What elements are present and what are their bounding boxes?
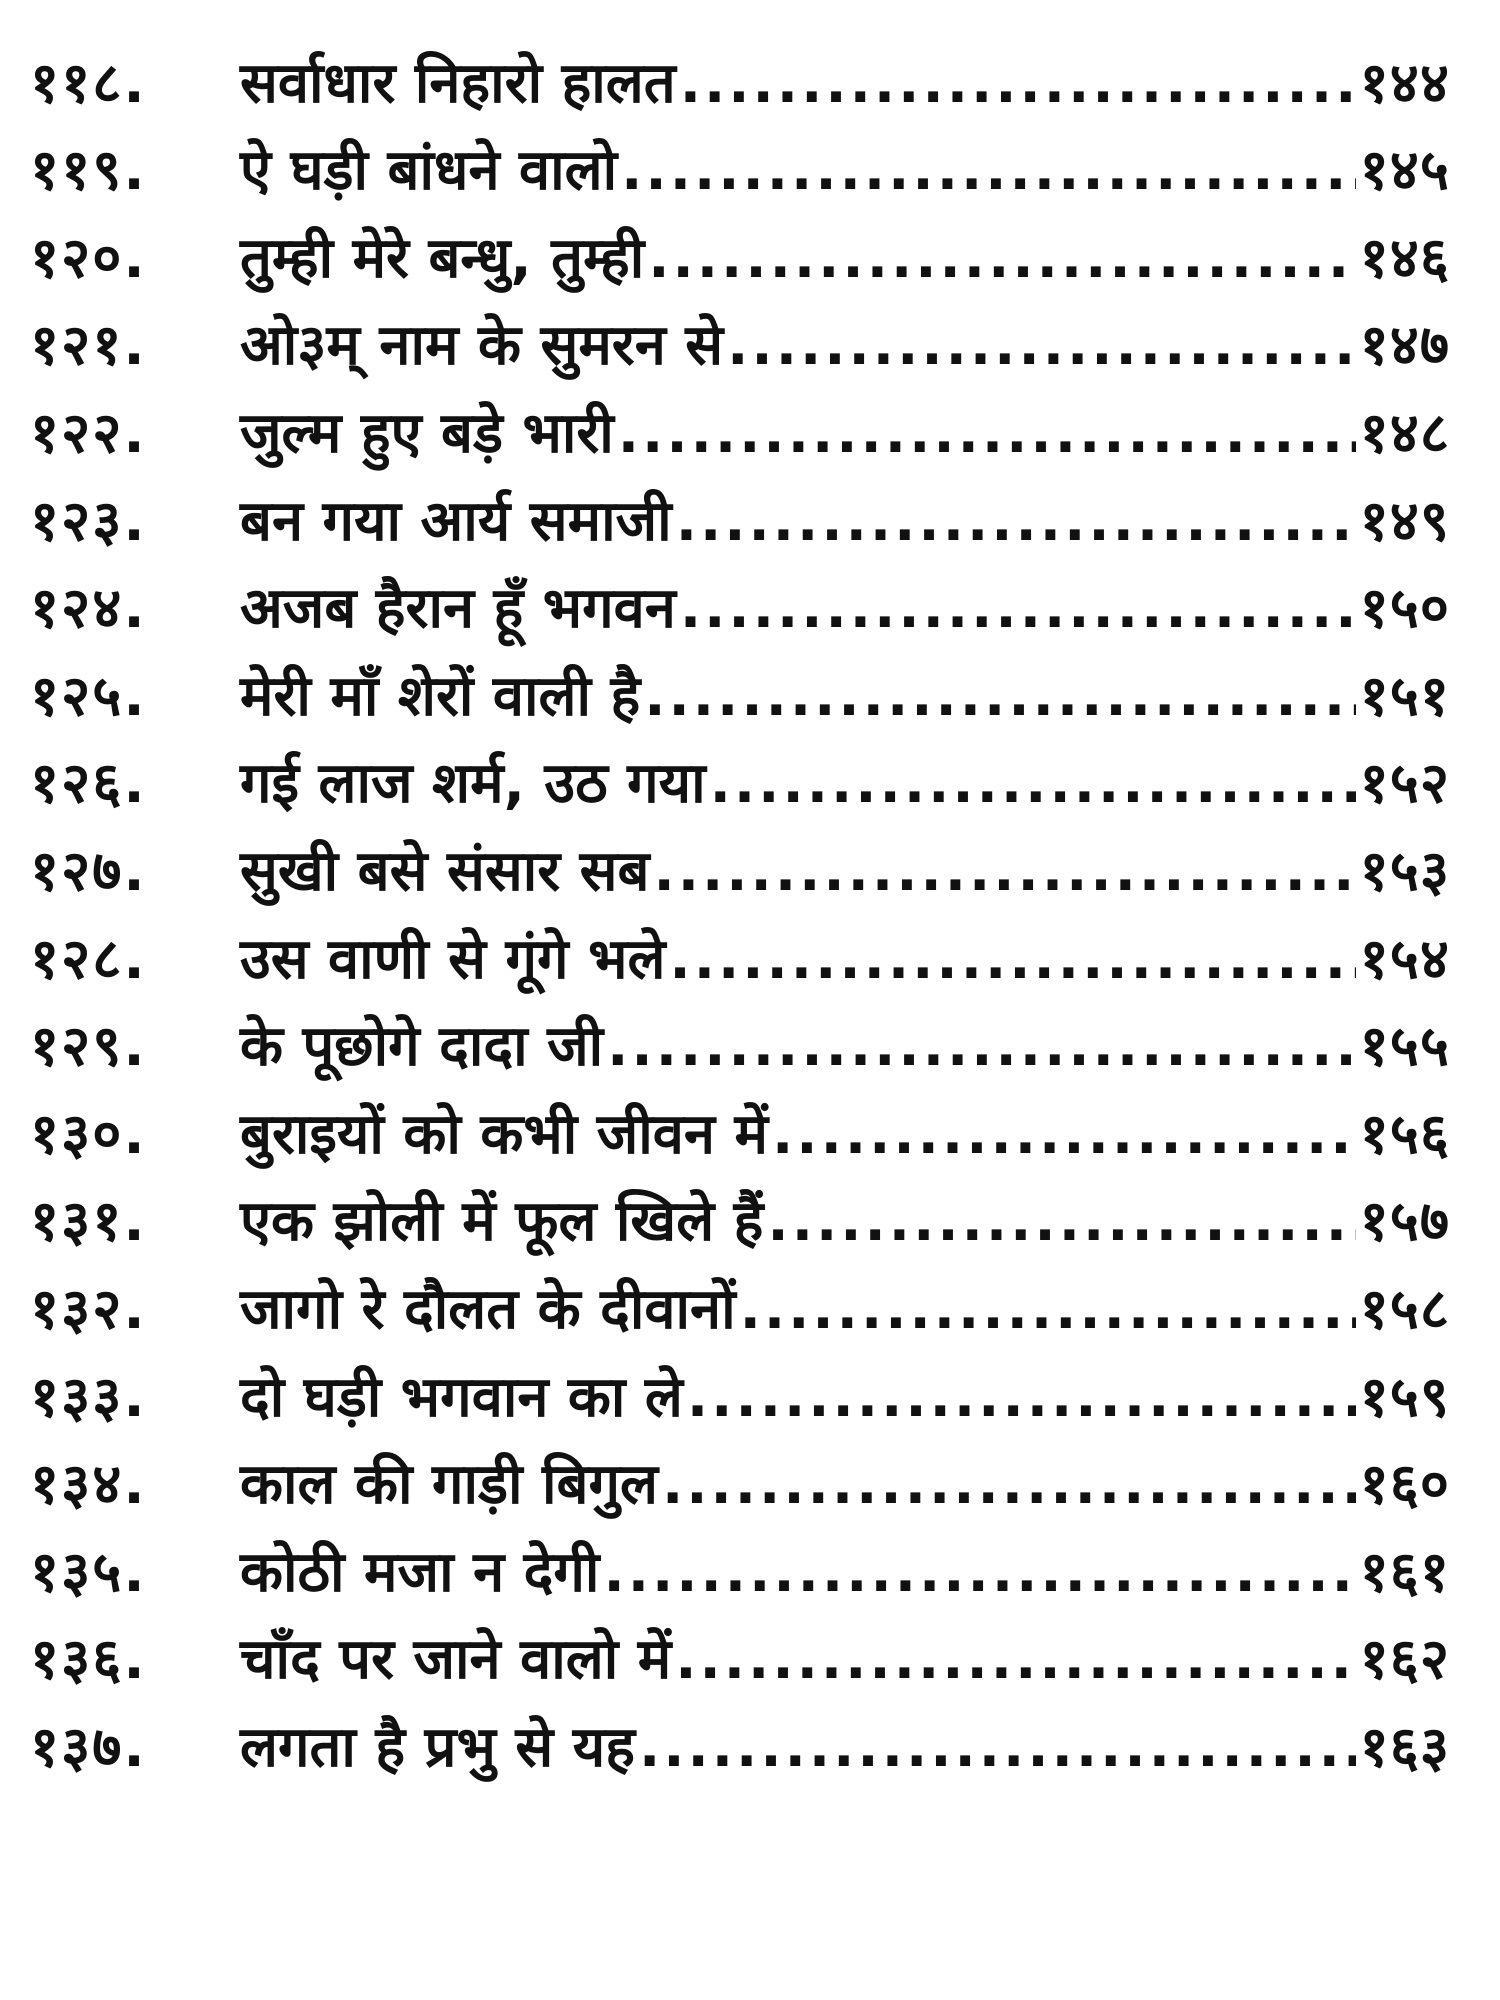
entry-page-number: १५९	[1359, 1364, 1450, 1430]
toc-entry	[30, 462, 1450, 554]
toc-entry	[30, 1426, 1450, 1518]
dot-leader	[680, 56, 1356, 112]
entry-title: काल की गाड़ी बिगुल	[240, 1452, 658, 1518]
toc-entry	[30, 287, 1450, 379]
entry-title: दो घड़ी भगवान का ले	[240, 1364, 683, 1430]
entry-page-number: १६१	[1359, 1539, 1450, 1605]
dot-leader	[675, 1632, 1355, 1688]
toc-entry	[30, 24, 1450, 116]
toc-entry	[30, 1338, 1450, 1430]
entry-title: तुम्ही मेरे बन्धु, तुम्ही	[240, 225, 645, 291]
dot-leader	[772, 1107, 1356, 1163]
toc-entry	[30, 1513, 1450, 1605]
entry-number: १२९.	[30, 1014, 147, 1080]
entry-title: एक झोली में फूल खिले हैं	[240, 1189, 764, 1255]
entry-title: ओ३म् नाम के सुमरन से	[240, 313, 724, 379]
toc-entry	[30, 812, 1450, 904]
toc-entry	[30, 1601, 1450, 1693]
dot-leader	[603, 1545, 1355, 1601]
toc-entry	[30, 988, 1450, 1080]
toc-entry	[30, 199, 1450, 291]
dot-leader	[727, 318, 1355, 374]
toc-entry	[30, 1075, 1450, 1167]
entry-page-number: १४८	[1359, 400, 1450, 466]
toc-entry	[30, 112, 1450, 204]
entry-page-number: १६०	[1359, 1452, 1450, 1518]
entry-page-number: १६२	[1359, 1627, 1450, 1693]
entry-title: उस वाणी से गूंगे भले	[240, 926, 666, 992]
entry-title: जागो रे दौलत के दीवानों	[240, 1276, 736, 1342]
entry-number: १३६.	[30, 1627, 147, 1693]
entry-title: कोठी मजा न देगी	[240, 1539, 600, 1605]
entry-number: १३०.	[30, 1101, 147, 1167]
entry-page-number: १६३	[1359, 1714, 1450, 1780]
entry-number: १२४.	[30, 576, 147, 642]
entry-number: १२१.	[30, 313, 147, 379]
entry-page-number: १५०	[1359, 576, 1450, 642]
dot-leader	[648, 231, 1355, 287]
entry-number: १३२.	[30, 1276, 147, 1342]
toc-entry	[30, 1250, 1450, 1342]
dot-leader	[767, 1194, 1355, 1250]
dot-leader	[676, 494, 1356, 550]
dot-leader	[687, 1370, 1356, 1426]
toc-entry	[30, 725, 1450, 817]
entry-title: अजब हैरान हूँ भगवन	[240, 576, 676, 642]
entry-title: चाँद पर जाने वालो में	[240, 1627, 672, 1693]
entry-number: १३१.	[30, 1189, 147, 1255]
entry-page-number: १५१	[1359, 663, 1450, 729]
table-of-contents	[30, 24, 1450, 1780]
entry-number: १२७.	[30, 838, 147, 904]
entry-page-number: १५६	[1359, 1101, 1450, 1167]
dot-leader	[607, 1019, 1355, 1075]
entry-page-number: १५५	[1359, 1014, 1450, 1080]
entry-page-number: १४४	[1359, 50, 1450, 116]
entry-number: ११९.	[30, 138, 147, 204]
entry-page-number: १४६	[1359, 225, 1450, 291]
entry-number: १२५.	[30, 663, 147, 729]
entry-title: जुल्म हुए बड़े भारी	[240, 400, 614, 466]
dot-leader	[653, 844, 1355, 900]
entry-number: १३४.	[30, 1452, 147, 1518]
entry-number: १२६.	[30, 751, 147, 817]
entry-number: १२०.	[30, 225, 147, 291]
entry-page-number: १५४	[1359, 926, 1450, 992]
entry-title: बुराइयों को कभी जीवन में	[240, 1101, 769, 1167]
toc-entry	[30, 1163, 1450, 1255]
entry-number: १३५.	[30, 1539, 147, 1605]
entry-title: गई लाज शर्म, उठ गया	[240, 751, 706, 817]
entry-title: लगता है प्रभु से यह	[240, 1714, 635, 1780]
toc-entry	[30, 550, 1450, 642]
entry-number: १२२.	[30, 400, 147, 466]
entry-page-number: १४९	[1359, 488, 1450, 554]
dot-leader	[644, 669, 1355, 725]
dot-leader	[639, 1720, 1356, 1776]
entry-page-number: १५८	[1359, 1276, 1450, 1342]
dot-leader	[680, 581, 1356, 637]
entry-title: बन गया आर्य समाजी	[240, 488, 672, 554]
dot-leader	[662, 1457, 1356, 1513]
dot-leader	[618, 406, 1356, 462]
entry-title: सुखी बसे संसार सब	[240, 838, 650, 904]
entry-title: के पूछोगे दादा जी	[240, 1014, 604, 1080]
entry-page-number: १५३	[1359, 838, 1450, 904]
entry-page-number: १५२	[1359, 751, 1450, 817]
toc-entry	[30, 374, 1450, 466]
entry-title: मेरी माँ शेरों वाली है	[240, 663, 641, 729]
entry-number: १२८.	[30, 926, 147, 992]
dot-leader	[669, 932, 1355, 988]
dot-leader	[740, 1282, 1356, 1338]
dot-leader	[621, 143, 1355, 199]
toc-entry	[30, 637, 1450, 729]
entry-title: ऐ घड़ी बांधने वालो	[240, 138, 618, 204]
entry-number: १२३.	[30, 488, 147, 554]
toc-entry	[30, 900, 1450, 992]
entry-number: ११८.	[30, 50, 147, 116]
entry-number: १३७.	[30, 1714, 147, 1780]
entry-title: सर्वाधार निहारो हालत	[240, 50, 676, 116]
dot-leader	[710, 756, 1356, 812]
entry-page-number: १४७	[1359, 313, 1450, 379]
entry-page-number: १५७	[1359, 1189, 1450, 1255]
entry-number: १३३.	[30, 1364, 147, 1430]
entry-page-number: १४५	[1359, 138, 1450, 204]
toc-entry	[30, 1688, 1450, 1780]
